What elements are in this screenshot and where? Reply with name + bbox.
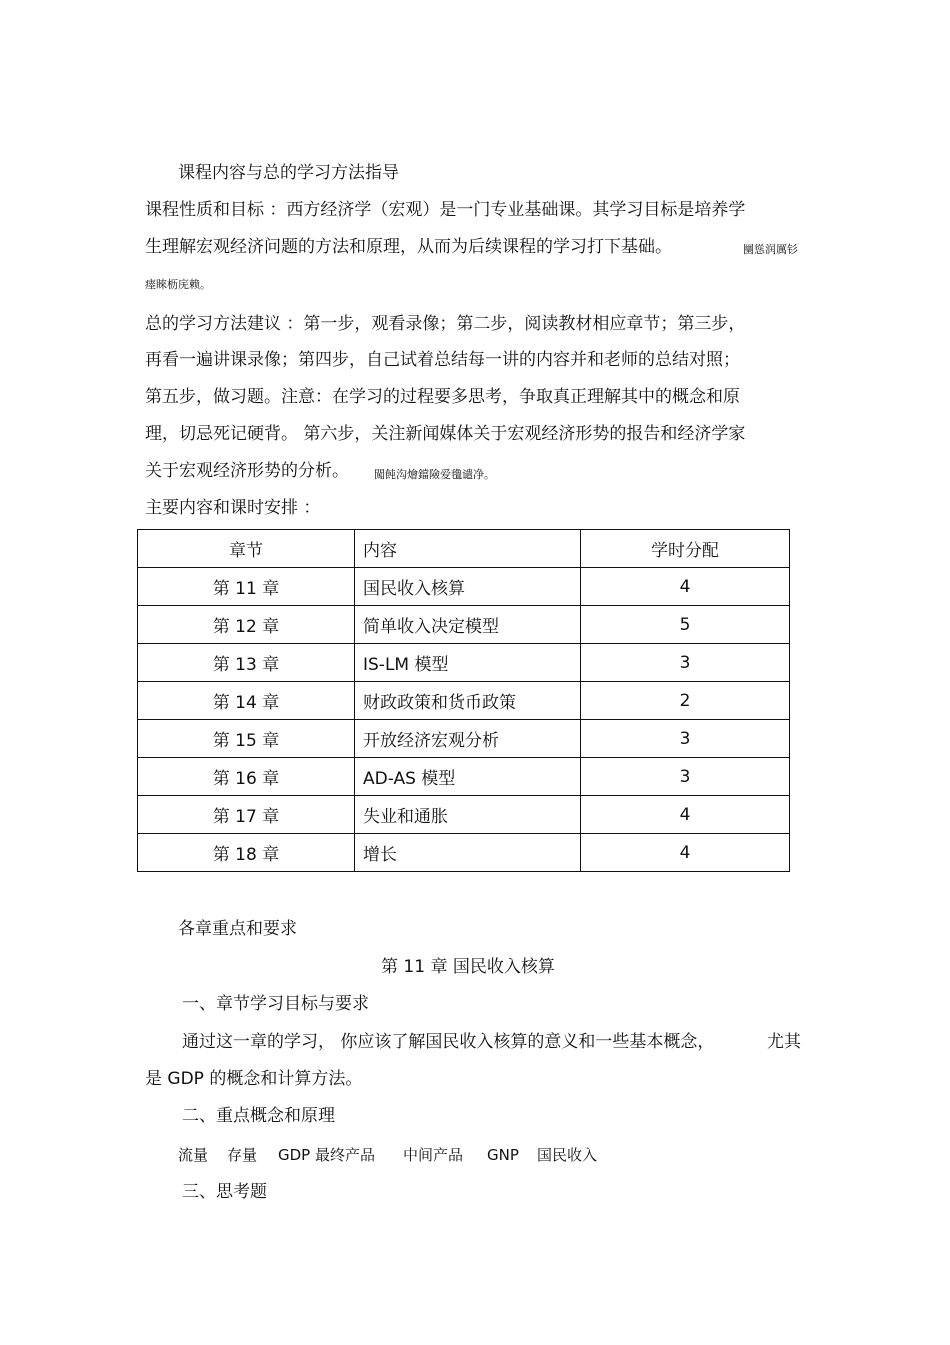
course-nature-line-1: 课程性质和目标 ：西方经济学（宏观）是一门专业基础课。其学习目标是培养学 xyxy=(145,200,746,220)
objectives-text-line-1-end: 尤其 xyxy=(767,1032,801,1052)
content-cell: AD-AS 模型 xyxy=(355,758,581,796)
concept-term: GDP 最终产品 xyxy=(278,1146,375,1164)
method-line-1: 总的学习方法建议 ：第一步，观看录像；第二步，阅读教材相应章节；第三步， xyxy=(145,314,746,334)
chapter-cell: 第 11 章 xyxy=(138,568,355,606)
chapter-cell: 第 14 章 xyxy=(138,682,355,720)
hours-cell: 4 xyxy=(581,796,790,834)
content-cell: 失业和通胀 xyxy=(355,796,581,834)
table-header-row xyxy=(138,530,790,568)
content-cell: 财政政策和货币政策 xyxy=(355,682,581,720)
objectives-heading: 一、章节学习目标与要求 xyxy=(182,994,369,1014)
chapter-cell: 第 16 章 xyxy=(138,758,355,796)
method-line-3: 第五步，做习题。注意：在学习的过程要多思考，争取真正理解其中的概念和原 xyxy=(145,387,740,407)
content-cell: 简单收入决定模型 xyxy=(355,606,581,644)
content-cell: 增长 xyxy=(355,834,581,872)
chapter-cell: 第 17 章 xyxy=(138,796,355,834)
table-row xyxy=(138,720,790,758)
course-nature-line-2: 生理解宏观经济问题的方法和原理，从而为后续课程的学习打下基础。 xyxy=(145,237,672,257)
chapter-cell: 第 12 章 xyxy=(138,606,355,644)
hours-cell: 4 xyxy=(581,568,790,606)
concept-term: 流量 xyxy=(178,1146,209,1164)
garbled-text: 瘗睞枥庑赖。 xyxy=(145,278,211,291)
column-header: 学时分配 xyxy=(581,530,790,568)
objectives-text-line-1: 通过这一章的学习， 你应该了解国民收入核算的意义和一些基本概念， xyxy=(182,1032,715,1052)
hours-cell: 5 xyxy=(581,606,790,644)
hours-cell: 4 xyxy=(581,834,790,872)
section-heading: 课程内容与总的学习方法指导 xyxy=(178,163,399,183)
chapter-cell: 第 13 章 xyxy=(138,644,355,682)
method-line-2: 再看一遍讲课录像；第四步，自己试着总结每一讲的内容并和老师的总结对照； xyxy=(145,350,740,370)
questions-heading: 三、思考题 xyxy=(182,1182,267,1202)
garbled-text: 圞慫润厲钐 xyxy=(743,243,798,256)
column-header: 章节 xyxy=(138,530,355,568)
schedule-title: 主要内容和课时安排 ： xyxy=(145,498,321,518)
table-row xyxy=(138,644,790,682)
table-row xyxy=(138,682,790,720)
schedule-table xyxy=(137,529,790,872)
table-row xyxy=(138,796,790,834)
concepts-heading: 二、重点概念和原理 xyxy=(182,1106,335,1126)
chapter-cell: 第 18 章 xyxy=(138,834,355,872)
concept-term: 存量 xyxy=(227,1146,258,1164)
content-cell: 国民收入核算 xyxy=(355,568,581,606)
hours-cell: 3 xyxy=(581,720,790,758)
objectives-text-line-2: 是 GDP 的概念和计算方法。 xyxy=(145,1069,363,1089)
key-points-title: 各章重点和要求 xyxy=(178,919,297,939)
table-row xyxy=(138,606,790,644)
table-row xyxy=(138,834,790,872)
column-header: 内容 xyxy=(355,530,581,568)
chapter-title: 第 11 章 国民收入核算 xyxy=(381,957,555,977)
concept-term: GNP xyxy=(487,1146,519,1164)
table-row xyxy=(138,758,790,796)
content-cell: 开放经济宏观分析 xyxy=(355,720,581,758)
method-line-4: 理，切忌死记硬背。 第六步，关注新闻媒体关于宏观经济形势的报告和经济学家 xyxy=(145,424,746,444)
method-line-5: 关于宏观经济形势的分析。 xyxy=(145,461,349,481)
content-cell: IS-LM 模型 xyxy=(355,644,581,682)
concept-term: 国民收入 xyxy=(537,1146,598,1164)
hours-cell: 3 xyxy=(581,644,790,682)
concept-term: 中间产品 xyxy=(403,1146,464,1164)
hours-cell: 3 xyxy=(581,758,790,796)
chapter-cell: 第 15 章 xyxy=(138,720,355,758)
table-row xyxy=(138,568,790,606)
hours-cell: 2 xyxy=(581,682,790,720)
garbled-text: 闖飩沟燴鐺險爱氇谴净。 xyxy=(374,468,495,481)
